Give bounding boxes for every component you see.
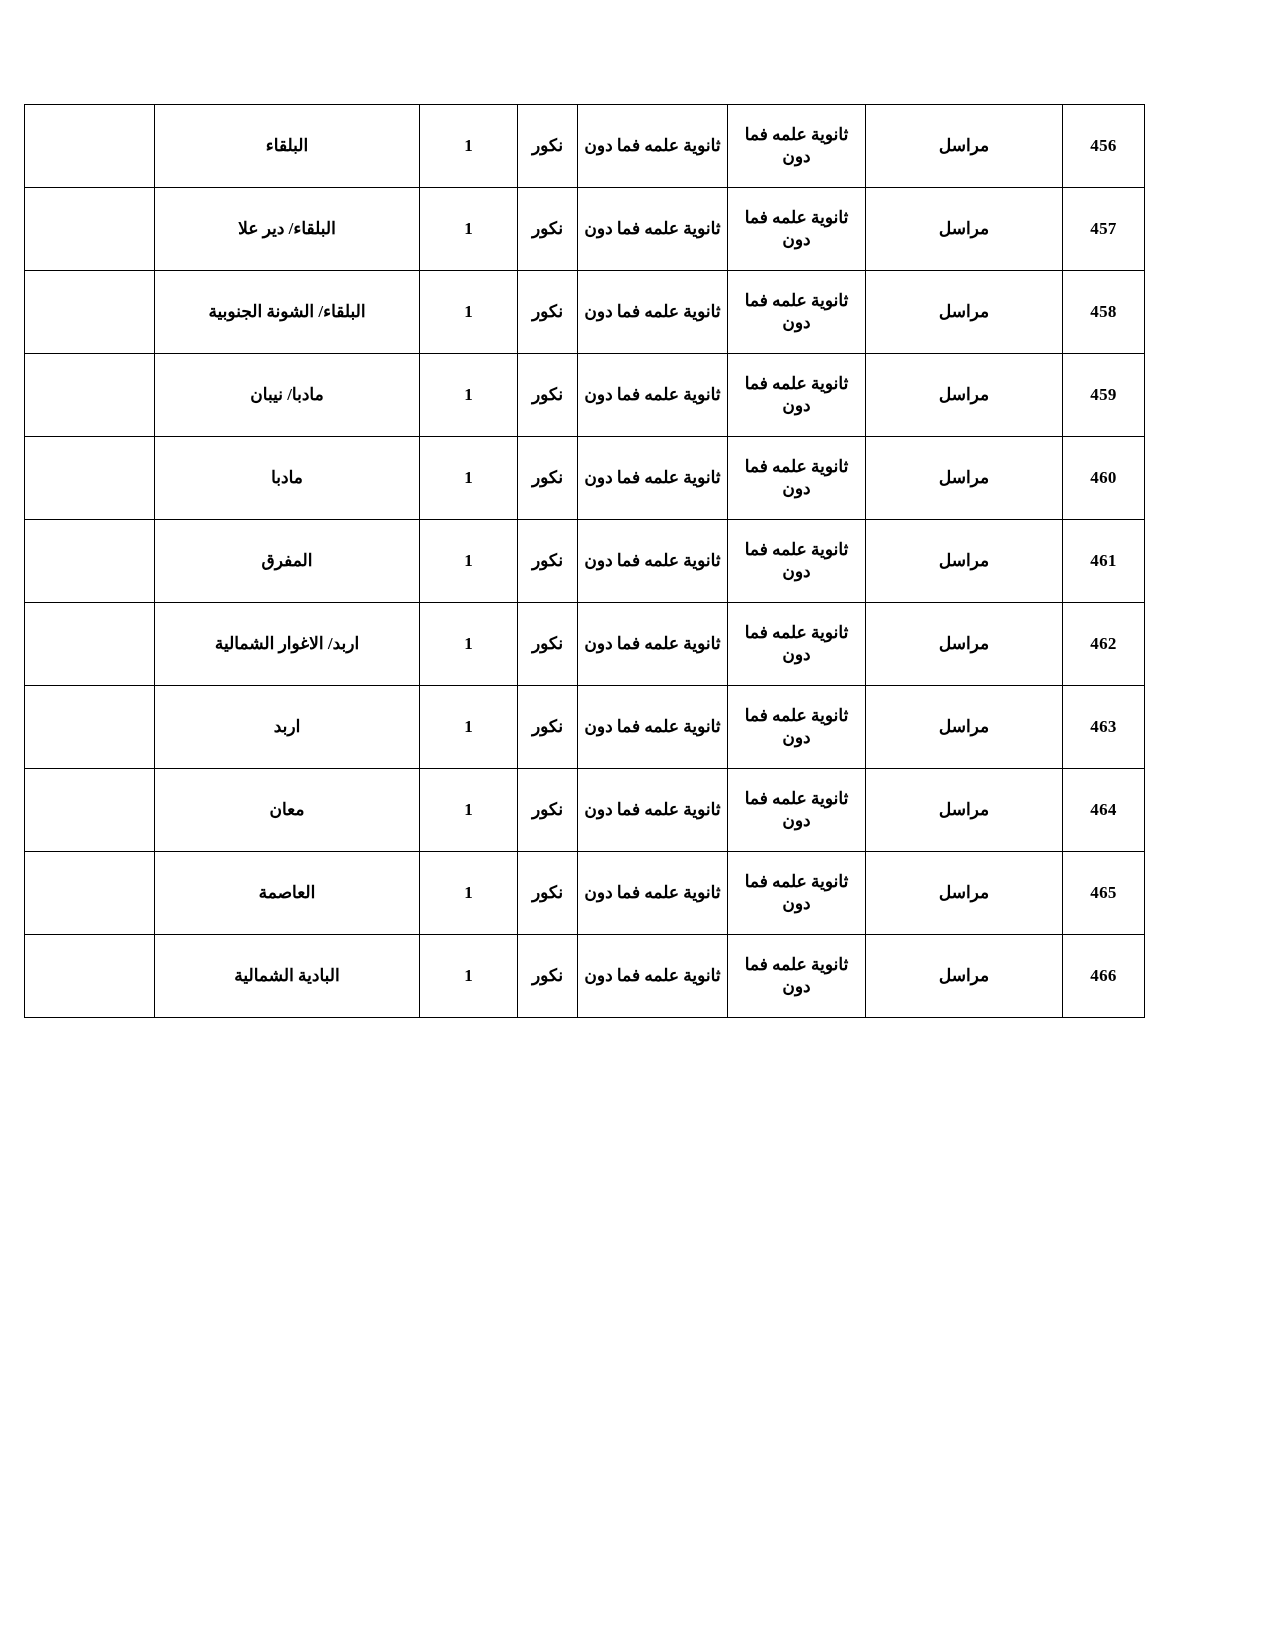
cell-qualification-required: ثانوية علمه فما دون: [728, 852, 866, 935]
cell-gender: نكور: [518, 105, 578, 188]
cell-qualification-held: ثانوية علمه فما دون: [578, 105, 728, 188]
cell-job-title: مراسل: [866, 271, 1063, 354]
cell-count: 1: [420, 686, 518, 769]
cell-gender: نكور: [518, 603, 578, 686]
vacancy-table: [24, 104, 1145, 1018]
cell-job-title: مراسل: [866, 769, 1063, 852]
cell-count: 1: [420, 769, 518, 852]
cell-job-title: مراسل: [866, 520, 1063, 603]
cell-count: 1: [420, 520, 518, 603]
cell-region: البلقاء/ دير علا: [155, 188, 420, 271]
cell-gender: نكور: [518, 437, 578, 520]
cell-region: معان: [155, 769, 420, 852]
cell-sequence-number: 464: [1063, 769, 1145, 852]
cell-qualification-held: ثانوية علمه فما دون: [578, 769, 728, 852]
cell-qualification-required: ثانوية علمه فما دون: [728, 105, 866, 188]
cell-region: البلقاء/ الشونة الجنوبية: [155, 271, 420, 354]
cell-qualification-required: ثانوية علمه فما دون: [728, 188, 866, 271]
cell-qualification-held: ثانوية علمه فما دون: [578, 852, 728, 935]
cell-qualification-held: ثانوية علمه فما دون: [578, 188, 728, 271]
cell-job-title: مراسل: [866, 105, 1063, 188]
cell-qualification-held: ثانوية علمه فما دون: [578, 935, 728, 1018]
cell-gender: نكور: [518, 769, 578, 852]
cell-sequence-number: 463: [1063, 686, 1145, 769]
cell-count: 1: [420, 852, 518, 935]
cell-job-title: مراسل: [866, 935, 1063, 1018]
cell-count: 1: [420, 354, 518, 437]
cell-qualification-held: ثانوية علمه فما دون: [578, 520, 728, 603]
cell-qualification-required: ثانوية علمه فما دون: [728, 935, 866, 1018]
cell-region: اربد: [155, 686, 420, 769]
cell-job-title: مراسل: [866, 354, 1063, 437]
cell-job-title: مراسل: [866, 603, 1063, 686]
cell-gender: نكور: [518, 354, 578, 437]
cell-blank: [25, 769, 155, 852]
cell-qualification-required: ثانوية علمه فما دون: [728, 437, 866, 520]
table-body: [25, 105, 1145, 1018]
cell-count: 1: [420, 437, 518, 520]
cell-qualification-required: ثانوية علمه فما دون: [728, 603, 866, 686]
cell-job-title: مراسل: [866, 852, 1063, 935]
cell-sequence-number: 458: [1063, 271, 1145, 354]
cell-region: اربد/ الاغوار الشمالية: [155, 603, 420, 686]
cell-sequence-number: 466: [1063, 935, 1145, 1018]
table-row: [25, 354, 1145, 437]
cell-blank: [25, 105, 155, 188]
table-row: [25, 686, 1145, 769]
cell-qualification-held: ثانوية علمه فما دون: [578, 354, 728, 437]
cell-region: البلقاء: [155, 105, 420, 188]
cell-blank: [25, 520, 155, 603]
cell-region: المفرق: [155, 520, 420, 603]
cell-sequence-number: 465: [1063, 852, 1145, 935]
cell-gender: نكور: [518, 935, 578, 1018]
cell-gender: نكور: [518, 188, 578, 271]
cell-blank: [25, 437, 155, 520]
cell-sequence-number: 457: [1063, 188, 1145, 271]
cell-blank: [25, 603, 155, 686]
cell-qualification-required: ثانوية علمه فما دون: [728, 354, 866, 437]
cell-gender: نكور: [518, 520, 578, 603]
cell-sequence-number: 462: [1063, 603, 1145, 686]
table-row: [25, 271, 1145, 354]
table-row: [25, 603, 1145, 686]
table-row: [25, 437, 1145, 520]
cell-job-title: مراسل: [866, 437, 1063, 520]
cell-sequence-number: 456: [1063, 105, 1145, 188]
cell-count: 1: [420, 603, 518, 686]
cell-blank: [25, 935, 155, 1018]
cell-count: 1: [420, 271, 518, 354]
table-row: [25, 188, 1145, 271]
table-row: [25, 935, 1145, 1018]
cell-region: مادبا/ نيبان: [155, 354, 420, 437]
cell-blank: [25, 852, 155, 935]
cell-qualification-required: ثانوية علمه فما دون: [728, 520, 866, 603]
cell-blank: [25, 354, 155, 437]
table-row: [25, 852, 1145, 935]
table-container: [35, 104, 1145, 1018]
cell-qualification-required: ثانوية علمه فما دون: [728, 769, 866, 852]
cell-qualification-held: ثانوية علمه فما دون: [578, 437, 728, 520]
cell-qualification-required: ثانوية علمه فما دون: [728, 271, 866, 354]
cell-qualification-held: ثانوية علمه فما دون: [578, 686, 728, 769]
cell-gender: نكور: [518, 271, 578, 354]
cell-qualification-required: ثانوية علمه فما دون: [728, 686, 866, 769]
table-row: [25, 520, 1145, 603]
cell-gender: نكور: [518, 686, 578, 769]
cell-sequence-number: 460: [1063, 437, 1145, 520]
cell-count: 1: [420, 105, 518, 188]
cell-count: 1: [420, 188, 518, 271]
cell-job-title: مراسل: [866, 188, 1063, 271]
cell-blank: [25, 686, 155, 769]
cell-job-title: مراسل: [866, 686, 1063, 769]
cell-qualification-held: ثانوية علمه فما دون: [578, 271, 728, 354]
table-row: [25, 105, 1145, 188]
cell-sequence-number: 459: [1063, 354, 1145, 437]
table-row: [25, 769, 1145, 852]
cell-region: البادية الشمالية: [155, 935, 420, 1018]
cell-count: 1: [420, 935, 518, 1018]
cell-blank: [25, 271, 155, 354]
cell-region: مادبا: [155, 437, 420, 520]
cell-sequence-number: 461: [1063, 520, 1145, 603]
cell-region: العاصمة: [155, 852, 420, 935]
cell-blank: [25, 188, 155, 271]
cell-qualification-held: ثانوية علمه فما دون: [578, 603, 728, 686]
cell-gender: نكور: [518, 852, 578, 935]
